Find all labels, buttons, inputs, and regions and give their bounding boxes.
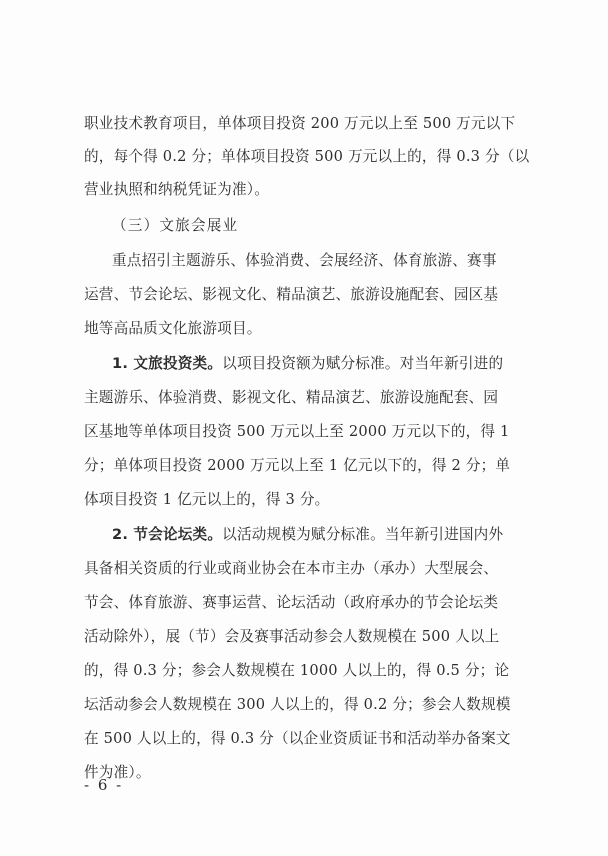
- paragraph-line: 分；单体项目投资 2000 万元以上至 1 亿元以下的，得 2 分；单: [84, 457, 511, 474]
- paragraph-line: 地等高品质文化旅游项目。: [84, 320, 262, 337]
- paragraph-line: 活动除外），展（节）会及赛事活动参会人数规模在 500 人以上: [84, 628, 500, 645]
- paragraph-line: [112, 525, 503, 545]
- paragraph-line: 节会、体育旅游、赛事运营、论坛活动（政府承办的节会论坛类: [84, 594, 499, 611]
- subheading-cultural-tourism-investment: 1. 文旅投资类。: [112, 355, 223, 372]
- paragraph-line: 在 500 人以上的，得 0.3 分（以企业资质证书和活动举办备案文: [84, 730, 511, 747]
- paragraph-line: 主题游乐、体验消费、影视文化、精品演艺、旅游设施配套、园: [84, 389, 499, 406]
- section-heading: （三）文旅会展业: [112, 217, 239, 234]
- paragraph-text: 以项目投资额为赋分标准。对当年新引进的: [222, 355, 504, 372]
- paragraph-line: 具备相关资质的行业或商业协会在本市主办（承办）大型展会、: [84, 560, 499, 577]
- paragraph-line: [112, 354, 503, 374]
- paragraph-line: 重点招引主题游乐、体验消费、会展经济、体育旅游、赛事: [112, 252, 497, 269]
- subheading-festival-forum: 2. 节会论坛类。: [112, 526, 223, 543]
- paragraph-line: 区基地等单体项目投资 500 万元以上至 2000 万元以下的，得 1: [84, 423, 510, 440]
- page-number: - 6 -: [84, 776, 124, 794]
- paragraph-line: 件为准）。: [84, 764, 151, 781]
- paragraph-line: 的，得 0.3 分；参会人数规模在 1000 人以上的，得 0.5 分；论: [84, 662, 510, 679]
- paragraph-line: 体项目投资 1 亿元以上的，得 3 分。: [84, 491, 330, 508]
- paragraph-line: 营业执照和纳税凭证为准）。: [84, 181, 270, 198]
- paragraph-line: 运营、节会论坛、影视文化、精品演艺、旅游设施配套、园区基: [84, 286, 499, 303]
- paragraph-text: 以活动规模为赋分标准。当年新引进国内外: [222, 526, 504, 543]
- paragraph-line: 职业技术教育项目，单体项目投资 200 万元以上至 500 万元以下: [84, 115, 516, 132]
- paragraph-line: 坛活动参会人数规模在 300 人以上的，得 0.2 分；参会人数规模: [84, 696, 511, 713]
- paragraph-line: 的，每个得 0.2 分；单体项目投资 500 万元以上的，得 0.3 分（以: [84, 148, 530, 165]
